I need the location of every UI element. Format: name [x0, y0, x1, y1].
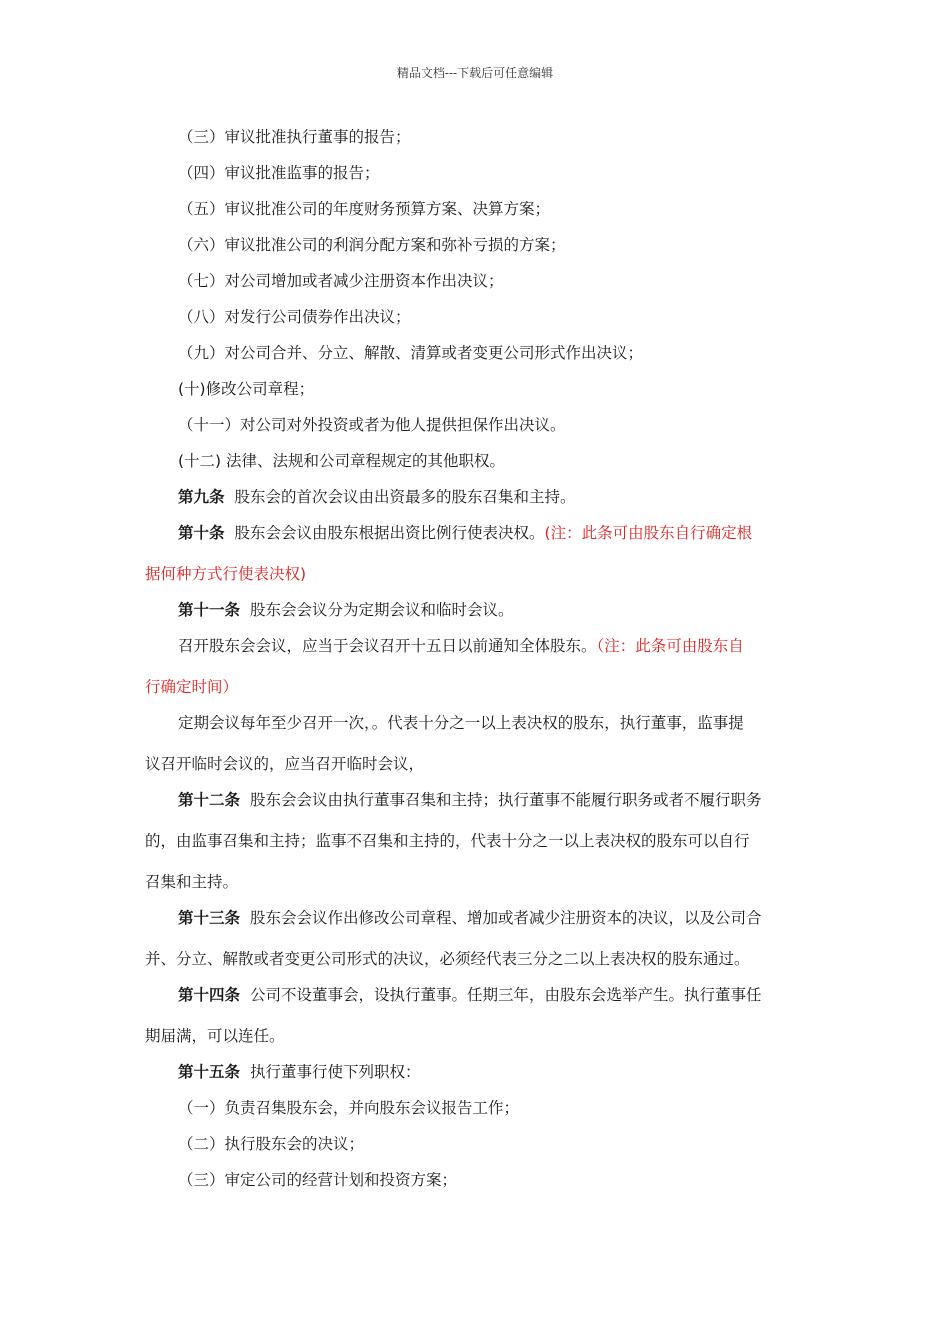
list-item: （四）审议批准监事的报告；: [178, 164, 380, 182]
paragraph-line: 定期会议每年至少召开一次，。代表十分之一以上表决权的股东，执行董事，监事提: [178, 714, 744, 732]
list-item: (十二) 法律、法规和公司章程规定的其他职权。: [178, 452, 506, 470]
page-header: 精品文档---下载后可任意编辑: [396, 66, 554, 80]
list-item: （一）负责召集股东会，并向股东会议报告工作；: [178, 1099, 520, 1117]
article-text: 执行董事行使下列职权：: [250, 1063, 421, 1081]
article-9: [178, 487, 576, 507]
list-item: （七）对公司增加或者减少注册资本作出决议；: [178, 272, 504, 290]
article-11: [178, 600, 514, 620]
article-text: 股东会的首次会议由出资最多的股东召集和主持。: [234, 488, 576, 506]
list-item: （九）对公司合并、分立、解散、清算或者变更公司形式作出决议；: [178, 344, 644, 362]
article-label: 第十二条: [178, 791, 241, 809]
list-item: （五）审议批准公司的年度财务预算方案、决算方案；: [178, 200, 551, 218]
article-label: 第十一条: [178, 601, 241, 619]
article-13: [178, 908, 762, 928]
paragraph-line: 期届满，可以连任。: [145, 1027, 285, 1045]
article-text: 公司不设董事会，设执行董事。任期三年，由股东会选举产生。执行董事任: [250, 986, 762, 1004]
article-label: 第十四条: [178, 986, 241, 1004]
paragraph-line: 的，由监事召集和主持；监事不召集和主持的，代表十分之一以上表决权的股东可以自行: [145, 832, 750, 850]
article-10: [178, 523, 752, 543]
list-item: （六）审议批准公司的利润分配方案和弥补亏损的方案；: [178, 236, 566, 254]
paragraph-text: 召开股东会会议，应当于会议召开十五日以前通知全体股东。: [178, 637, 597, 655]
article-14: [178, 985, 762, 1005]
article-text: 股东会会议作出修改公司章程、增加或者减少注册资本的决议，以及公司合: [250, 909, 762, 927]
article-text: 股东会会议由股东根据出资比例行使表决权。: [234, 524, 545, 542]
list-item: (十)修改公司章程；: [178, 380, 315, 398]
article-label: 第九条: [178, 488, 225, 506]
paragraph: [178, 636, 744, 656]
paragraph-line: 议召开临时会议的，应当召开临时会议，: [145, 755, 425, 773]
red-note: (注：此条可由股东自行确定根: [544, 524, 753, 542]
red-note: 行确定时间）: [145, 678, 239, 696]
article-text: 股东会会议分为定期会议和临时会议。: [250, 601, 514, 619]
red-note: 据何种方式行使表决权): [145, 565, 307, 583]
paragraph-line: 并、分立、解散或者变更公司形式的决议，必须经代表三分之二以上表决权的股东通过。: [145, 950, 750, 968]
list-item: （三）审定公司的经营计划和投资方案；: [178, 1171, 458, 1189]
article-label: 第十条: [178, 524, 225, 542]
paragraph-line: 召集和主持。: [145, 873, 239, 891]
list-item: （二）执行股东会的决议；: [178, 1135, 365, 1153]
article-label: 第十三条: [178, 909, 241, 927]
list-item: （十一）对公司对外投资或者为他人提供担保作出决议。: [178, 416, 566, 434]
article-12: [178, 790, 762, 810]
article-15: [178, 1062, 421, 1082]
article-label: 第十五条: [178, 1063, 241, 1081]
article-text: 股东会会议由执行董事召集和主持；执行董事不能履行职务或者不履行职务: [250, 791, 762, 809]
list-item: （八）对发行公司债券作出决议；: [178, 308, 411, 326]
list-item: （三）审议批准执行董事的报告；: [178, 128, 411, 146]
red-note: （注：此条可由股东自: [596, 637, 744, 655]
